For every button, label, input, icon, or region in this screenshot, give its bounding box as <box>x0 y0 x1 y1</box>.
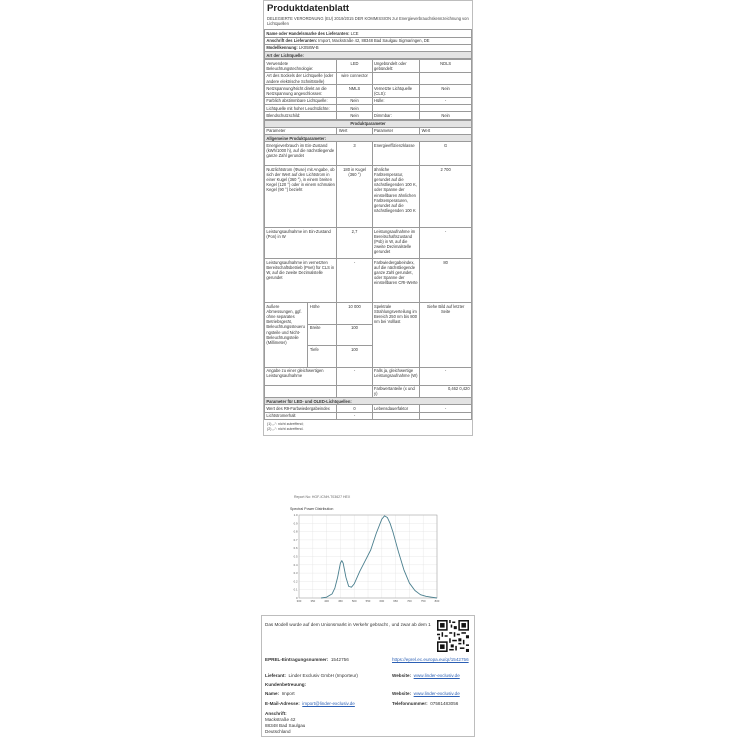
y-tick-label: 0 <box>295 596 298 600</box>
website-row: Website: www.linder-exclusiv.de <box>392 673 460 678</box>
y-tick-label: 0.7 <box>293 537 298 542</box>
y-tick-label: 0.3 <box>293 571 298 576</box>
table-row: Energieverbrauch im Ein-Zustand (kWh/1000 h), auf die nächstliegende ganze Zahl gerundet 3 Energieeffizienzklasse G <box>265 142 472 166</box>
x-tick-label: 450 <box>338 599 343 603</box>
table-row: Verwendete Beleuchtungstechnologie: LED Ungebündelt oder gebündelt: NDLS <box>265 60 472 72</box>
x-tick-label: 800 <box>434 599 440 603</box>
table-row: Angabe zu einer gleichwertigen Leistungsaufnahme - Falls ja, gleichwertige Leistungsaufnahme (W) - <box>265 367 472 385</box>
website-link[interactable]: www.linder-exclusiv.de <box>413 673 460 678</box>
regulation-subtitle: DELEGIERTE VERORDNUNG (EU) 2019/2015 DER KOMMISSION zur Energieverbrauchskennzeichnung von Lichtquellen <box>267 15 469 27</box>
supplier-name-row: Name oder Handelsmarke des Lieferanten: LCE <box>265 30 472 37</box>
y-tick-label: 0.6 <box>293 546 298 551</box>
table-header-row: Parameter Wert Parameter Wert <box>265 127 472 134</box>
supplier-table <box>264 29 472 59</box>
footnote-2: (2) „-“: nicht zutreffend. <box>267 427 304 432</box>
table-row: Nutzlichtstrom (Φuse) mit Angabe, ob sich der Wert auf den Lichtstrom in einer Kugel (360 °), in einem breiten Kegel (120 °) oder in einem schmalen Kegel (90 °) bezieht 180 in Kugel (360 °) ähnliche Farbtemperatur, gerundet auf die nächstliegenden 100 K, oder Spanne der einstellbaren ähnlichen Farbtemperaturen, gerundet auf die nächstliegenden 100 K 2 700 <box>265 166 472 228</box>
y-tick-label: 0.1 <box>293 587 298 592</box>
x-tick-label: 400 <box>324 599 329 603</box>
chart-title: Spectral Power Distribution <box>290 507 334 511</box>
table-row: Wert des R9-Farbwiedergabeindex 0 Lebensdauerfaktor - <box>265 405 472 412</box>
footnotes <box>264 420 472 435</box>
spectral-power-chart <box>287 505 443 605</box>
address-block: Anschrift: Mackstraße 42 88348 Bad Saulgau Deutschland <box>265 711 306 734</box>
model-row: Modellkennung: LK058W-B <box>265 44 472 51</box>
phone-row: Telefonnummer: 07581483056 <box>392 701 459 706</box>
lightsource-table <box>264 59 472 119</box>
table-row: Farblich abstimmbare Lichtquelle: Nein Hülle: - <box>265 97 472 104</box>
chart-background <box>287 505 443 605</box>
led-params-heading: Parameter für LED- und OLED-Lichtquellen: <box>265 397 472 404</box>
email-row: E-Mail-Adresse: import@linder-exclusiv.de <box>265 701 355 706</box>
y-tick-label: 0.2 <box>293 579 298 584</box>
parameters-table <box>264 120 472 420</box>
x-tick-label: 550 <box>365 599 371 603</box>
website2-link[interactable]: www.linder-exclusiv.de <box>413 691 460 696</box>
x-tick-label: 650 <box>393 599 398 603</box>
table-row: Netzspannung/Nicht direkt an die Netzspannung angeschlossen: NMLS Vernetzte Lichtquelle (CLS): Nein <box>265 85 472 97</box>
table-row: Blendschutzschild: Nein Dimmbar: Nein <box>265 112 472 119</box>
x-tick-label: 600 <box>379 599 385 603</box>
customer-service-label: Kundenbetreuung: <box>265 682 307 687</box>
table-row: Art des Sockels der Lichtquelle (oder andere elektrische Schnittstelle) wire connector <box>265 72 472 84</box>
eprel-link[interactable]: https://eprel.ec.europa.eu/qr/1542756 <box>392 657 469 662</box>
table-row: Breite 100 <box>265 324 472 345</box>
footnote-1: (1) „-“: nicht zutreffend; <box>267 421 304 426</box>
y-tick-label: 0.8 <box>293 529 298 534</box>
eprel-row: EPREL-Eintragungsnummer: 1542756 <box>265 657 349 662</box>
y-tick-label: 0.4 <box>293 562 298 567</box>
table-row: Leistungsaufnahme im vernetzten Bereitschaftsbetrieb (Pnet) für CLS in W, auf die zweite Dezimalstelle gerundet - Farbwiedergabeindex, auf die nächstliegende ganze Zahl gerundet, oder Spanne der einstellbaren CRI-Werte 80 <box>265 259 472 303</box>
x-tick-label: 350 <box>310 599 316 603</box>
general-params-heading: Allgemeine Produktparameter: <box>265 135 472 142</box>
x-tick-label: 700 <box>407 599 412 603</box>
y-tick-label: 0.5 <box>293 554 298 559</box>
table-row: Leistungsaufnahme im Ein-Zustand (Pon) in W 2,7 Leistungsaufnahme im Bereitschaftszustand (Psb) in W, auf die zweite Dezimalstelle gerundet - <box>265 228 472 259</box>
name-row: Name: Import <box>265 691 295 696</box>
table-row: Lichtquelle mit hoher Leuchtdichte: Nein <box>265 104 472 111</box>
table-row: Farbwertanteile (x und y) 0,462 0,420 <box>265 385 472 397</box>
report-number: Report No: HGF-ICNH-T03627 HEX <box>294 495 351 499</box>
x-tick-label: 750 <box>420 599 426 603</box>
x-tick-label: 300 <box>296 599 302 603</box>
supplier-info-card <box>261 615 475 737</box>
supplier-address-row: Anschrift des Lieferanten: Import, Mackstraße 42, 88348 Bad Saulgau Sigmaringen, DE <box>265 37 472 44</box>
market-intro-text: Das Modell wurde auf dem Unionsmarkt in Verkehr gebracht , und zwar ab dem 1 <box>265 622 431 627</box>
email-link[interactable]: import@linder-exclusiv.de <box>302 701 355 706</box>
page-title: Produktdatenblatt <box>267 3 350 14</box>
table-row: Lichtstromerhalt - <box>265 412 472 419</box>
parameters-heading: Produktparameter <box>265 120 472 127</box>
table-row: Tiefe 100 <box>265 346 472 367</box>
product-datasheet <box>263 0 473 436</box>
website2-row: Website: www.linder-exclusiv.de <box>392 691 460 696</box>
table-row: äußere Abmessungen, ggf. ohne separates Betriebsgerät, Beleuchtungssteuerungsteile und Nicht-Beleuchtungsteile (Millimeter) Höhe 10 000 Spektrale Strahlungsverteilung im Bereich 250 nm bis 800 nm bei Volllast Siehe Bild auf letzter Seite <box>265 303 472 324</box>
qr-code-icon[interactable] <box>437 620 469 652</box>
y-tick-label: 1.0 <box>293 513 298 517</box>
supplier-row: Lieferant: Linder Exclusiv GmbH (Importeur) <box>265 673 358 678</box>
x-tick-label: 500 <box>351 599 357 603</box>
y-tick-label: 0.9 <box>293 521 298 526</box>
lightsource-section-heading: Art der Lichtquelle: <box>265 52 472 59</box>
